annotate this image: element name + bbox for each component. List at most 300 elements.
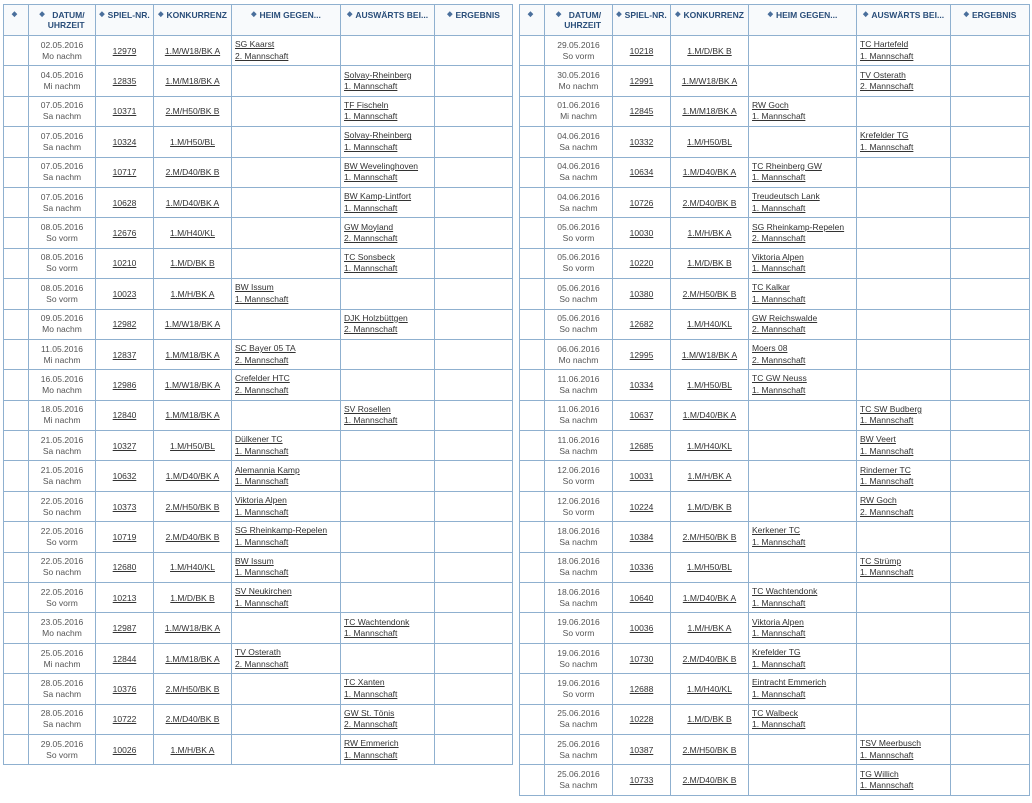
competition-link[interactable]: 2.M/D40/BK B	[682, 775, 737, 786]
away-opponent-team-link[interactable]: 1. Mannschaft	[344, 81, 398, 92]
away-opponent-club-link[interactable]: TG Willich	[860, 768, 899, 779]
away-opponent-club-link[interactable]: TSV Meerbusch	[860, 738, 921, 749]
home-opponent-team-link[interactable]: 1. Mannschaft	[752, 688, 806, 699]
match-number-link[interactable]: 10632	[112, 471, 137, 482]
match-number-link[interactable]: 10628	[112, 197, 137, 208]
match-time: Sa nachm	[559, 141, 598, 152]
home-opponent-team-link[interactable]: 1. Mannschaft	[235, 293, 289, 304]
match-time: Sa nachm	[42, 476, 82, 487]
away-opponent-cell	[341, 370, 435, 400]
home-opponent-team-link[interactable]: 1. Mannschaft	[752, 111, 806, 122]
match-number-cell	[613, 583, 671, 613]
home-opponent-team-link[interactable]: 1. Mannschaft	[235, 445, 289, 456]
away-opponent-club-link[interactable]: DJK Holzbüttgen	[344, 312, 408, 323]
column-header-heim[interactable]	[232, 5, 341, 36]
competition-link[interactable]: 2.M/H50/BK B	[682, 288, 737, 299]
match-number-link[interactable]: 10634	[629, 167, 654, 178]
home-opponent-club-link[interactable]: SC Bayer 05 TA	[235, 343, 296, 354]
date-cell	[545, 309, 613, 339]
match-number-link[interactable]: 12982	[112, 319, 137, 330]
competition-link[interactable]: 1.M/D40/BK A	[165, 471, 220, 482]
column-header-konkurrenz[interactable]	[671, 5, 749, 36]
competition-link[interactable]: 1.M/D/BK B	[170, 592, 215, 603]
row-marker-cell	[4, 309, 29, 339]
away-opponent-cell	[857, 96, 951, 126]
away-opponent-team-link[interactable]: 1. Mannschaft	[344, 688, 398, 699]
sort-icon: ◆	[862, 11, 869, 18]
home-opponent-club-link[interactable]: TC Walbeck	[752, 707, 798, 718]
sort-icon: ◆	[346, 11, 353, 18]
home-opponent-team-link[interactable]: 1. Mannschaft	[752, 263, 806, 274]
competition-cell	[671, 491, 749, 521]
match-date: 09.05.2016	[40, 313, 84, 324]
away-opponent-team-link[interactable]: 1. Mannschaft	[344, 415, 398, 426]
match-number-link[interactable]: 10030	[629, 228, 654, 239]
away-opponent-cell	[857, 431, 951, 461]
competition-link[interactable]: 1.M/D/BK B	[687, 714, 732, 725]
away-opponent-cell	[857, 583, 951, 613]
table-row	[520, 370, 1030, 400]
away-opponent-club-link[interactable]: TC SW Budberg	[860, 403, 922, 414]
home-opponent-cell	[749, 643, 857, 673]
match-number-cell	[613, 127, 671, 157]
competition-link[interactable]: 2.M/H50/BK B	[165, 683, 220, 694]
match-number-link[interactable]: 10387	[629, 744, 654, 755]
match-number-link[interactable]: 10023	[112, 288, 137, 299]
row-marker-cell	[520, 309, 545, 339]
home-opponent-club-link[interactable]: SV Neukirchen	[235, 586, 292, 597]
competition-link[interactable]: 2.M/H50/BK B	[682, 744, 737, 755]
competition-cell	[671, 309, 749, 339]
home-opponent-team-link[interactable]: 2. Mannschaft	[235, 658, 289, 669]
away-opponent-team-link[interactable]: 1. Mannschaft	[344, 111, 398, 122]
match-number-cell	[613, 491, 671, 521]
away-opponent-club-link[interactable]: Solvay-Rheinberg	[344, 69, 412, 80]
match-date: 29.05.2016	[40, 738, 84, 749]
home-opponent-cell	[232, 613, 341, 643]
column-header-ergebnis[interactable]	[951, 5, 1030, 36]
home-opponent-club-link[interactable]: Dülkener TC	[235, 434, 283, 445]
away-opponent-cell	[857, 643, 951, 673]
row-marker-cell	[520, 734, 545, 764]
match-number-cell	[96, 674, 154, 704]
home-opponent-club-link[interactable]: Crefelder HTC	[235, 373, 290, 384]
match-time: Sa nachm	[559, 567, 598, 578]
away-opponent-team-link[interactable]: 1. Mannschaft	[344, 628, 398, 639]
home-opponent-team-link[interactable]: 1. Mannschaft	[235, 476, 289, 487]
away-opponent-club-link[interactable]: TC Sonsbeck	[344, 251, 396, 262]
away-opponent-club-link[interactable]: RW Goch	[860, 495, 897, 506]
match-number-link[interactable]: 12680	[112, 562, 137, 573]
away-opponent-team-link[interactable]: 2. Mannschaft	[344, 324, 398, 335]
home-opponent-club-link[interactable]: TC GW Neuss	[752, 373, 807, 384]
competition-link[interactable]: 1.M/W18/BK A	[681, 349, 738, 360]
match-time: So nachm	[559, 658, 598, 669]
home-opponent-club-link[interactable]: RW Goch	[752, 99, 789, 110]
home-opponent-team-link[interactable]: 2. Mannschaft	[235, 384, 289, 395]
away-opponent-club-link[interactable]: Solvay-Rheinberg	[344, 130, 412, 141]
match-number-link[interactable]: 10031	[629, 471, 654, 482]
competition-link[interactable]: 1.M/H40/KL	[170, 562, 215, 573]
home-opponent-club-link[interactable]: Alemannia Kamp	[235, 464, 300, 475]
match-number-link[interactable]: 12995	[629, 349, 654, 360]
competition-link[interactable]: 1.M/D/BK B	[687, 501, 732, 512]
row-marker-cell	[520, 704, 545, 734]
competition-link[interactable]: 1.M/D/BK B	[170, 258, 215, 269]
home-opponent-club-link[interactable]: GW Reichswalde	[752, 312, 818, 323]
match-number-link[interactable]: 10730	[629, 653, 654, 664]
match-number-link[interactable]: 10640	[629, 592, 654, 603]
away-opponent-cell	[857, 187, 951, 217]
competition-link[interactable]: 1.M/D40/BK A	[682, 167, 737, 178]
home-opponent-cell	[749, 765, 857, 795]
home-opponent-team-link[interactable]: 1. Mannschaft	[752, 172, 806, 183]
match-number-link[interactable]: 12682	[629, 319, 654, 330]
home-opponent-team-link[interactable]: 1. Mannschaft	[752, 719, 806, 730]
away-opponent-club-link[interactable]: TC Strümp	[860, 555, 902, 566]
result-cell	[435, 187, 513, 217]
match-number-link[interactable]: 10332	[629, 136, 654, 147]
away-opponent-team-link[interactable]: 1. Mannschaft	[860, 445, 914, 456]
match-date: 29.05.2016	[557, 39, 600, 50]
home-opponent-team-link[interactable]: 1. Mannschaft	[235, 597, 289, 608]
match-number-link[interactable]: 10373	[112, 501, 137, 512]
match-number-link[interactable]: 10324	[112, 136, 137, 147]
away-opponent-team-link[interactable]: 1. Mannschaft	[860, 780, 914, 791]
date-cell	[29, 552, 96, 582]
home-opponent-team-link[interactable]: 1. Mannschaft	[235, 506, 289, 517]
competition-link[interactable]: 1.M/H50/BL	[687, 562, 732, 573]
match-time: So vorm	[562, 476, 595, 487]
away-opponent-team-link[interactable]: 2. Mannschaft	[860, 81, 914, 92]
match-number-link[interactable]: 10210	[112, 258, 137, 269]
home-opponent-club-link[interactable]: TC Rheinberg GW	[752, 160, 822, 171]
match-number-link[interactable]: 10218	[629, 45, 654, 56]
match-number-link[interactable]: 10228	[629, 714, 654, 725]
home-opponent-team-link[interactable]: 2. Mannschaft	[752, 354, 806, 365]
match-number-link[interactable]: 12844	[112, 653, 137, 664]
away-opponent-team-link[interactable]: 1. Mannschaft	[344, 141, 398, 152]
away-opponent-team-link[interactable]: 2. Mannschaft	[344, 233, 398, 244]
match-number-link[interactable]: 10380	[629, 288, 654, 299]
competition-link[interactable]: 2.M/H50/BK B	[165, 501, 220, 512]
result-cell	[951, 704, 1030, 734]
result-cell	[951, 461, 1030, 491]
row-marker-cell	[520, 157, 545, 187]
result-cell	[435, 643, 513, 673]
competition-cell	[671, 218, 749, 248]
match-time: So vorm	[562, 688, 595, 699]
column-header-auswaerts[interactable]	[857, 5, 951, 36]
match-number-cell	[96, 370, 154, 400]
home-opponent-club-link[interactable]: TC Kalkar	[752, 282, 790, 293]
competition-link[interactable]: 1.M/H/BK A	[687, 471, 732, 482]
away-opponent-cell	[857, 66, 951, 96]
competition-cell	[154, 643, 232, 673]
home-opponent-club-link[interactable]: TC Wachtendonk	[752, 586, 818, 597]
match-number-link[interactable]: 10220	[629, 258, 654, 269]
match-number-link[interactable]: 12987	[112, 623, 137, 634]
away-opponent-club-link[interactable]: TF Fischeln	[344, 99, 389, 110]
competition-link[interactable]: 1.M/W18/BK A	[164, 623, 221, 634]
home-opponent-club-link[interactable]: BW Issum	[235, 555, 274, 566]
result-cell	[951, 157, 1030, 187]
match-number-link[interactable]: 10717	[112, 167, 137, 178]
match-number-link[interactable]: 10719	[112, 531, 137, 542]
home-opponent-cell	[232, 704, 341, 734]
match-number-link[interactable]: 12688	[629, 683, 654, 694]
row-marker-cell	[4, 187, 29, 217]
match-number-link[interactable]: 10334	[629, 379, 654, 390]
sort-column-header[interactable]	[520, 5, 545, 36]
match-date: 25.05.2016	[40, 647, 84, 658]
away-opponent-cell	[341, 431, 435, 461]
home-opponent-club-link[interactable]: TV Osterath	[235, 647, 281, 657]
match-time: Mi nachm	[560, 111, 597, 122]
competition-link[interactable]: 1.M/H/BK A	[170, 288, 215, 299]
match-number-link[interactable]: 10371	[112, 106, 137, 117]
column-header-spiel-nr[interactable]	[96, 5, 154, 36]
match-time: Mo nachm	[42, 628, 82, 639]
competition-link[interactable]: 2.M/H50/BK B	[165, 106, 220, 117]
match-number-link[interactable]: 10026	[112, 744, 137, 755]
home-opponent-club-link[interactable]: Krefelder TG	[752, 647, 801, 657]
competition-link[interactable]: 1.M/W18/BK A	[164, 45, 221, 56]
match-number-link[interactable]: 10224	[629, 501, 654, 512]
home-opponent-club-link[interactable]: Kerkener TC	[752, 525, 801, 536]
home-opponent-team-link[interactable]: 1. Mannschaft	[752, 202, 806, 213]
away-opponent-club-link[interactable]: BW Veert	[860, 434, 896, 445]
date-cell	[545, 522, 613, 552]
away-opponent-club-link[interactable]: BW Wevelinghoven	[344, 160, 419, 171]
row-marker-cell	[520, 431, 545, 461]
column-header-datum[interactable]	[545, 5, 613, 36]
match-number-link[interactable]: 10722	[112, 714, 137, 725]
home-opponent-cell	[749, 339, 857, 369]
competition-cell	[154, 187, 232, 217]
result-cell	[435, 157, 513, 187]
home-opponent-team-link[interactable]: 1. Mannschaft	[235, 536, 289, 547]
match-number-cell	[613, 309, 671, 339]
away-opponent-team-link[interactable]: 1. Mannschaft	[344, 263, 398, 274]
column-header-heim[interactable]	[749, 5, 857, 36]
match-number-link[interactable]: 10336	[629, 562, 654, 573]
table-row	[520, 613, 1030, 643]
match-number-cell	[613, 248, 671, 278]
away-opponent-cell	[857, 248, 951, 278]
away-opponent-team-link[interactable]: 2. Mannschaft	[344, 719, 398, 730]
away-opponent-club-link[interactable]: RW Emmerich	[344, 738, 399, 749]
away-opponent-team-link[interactable]: 2. Mannschaft	[860, 506, 914, 517]
match-number-link[interactable]: 12835	[112, 76, 137, 87]
match-number-link[interactable]: 10726	[629, 197, 654, 208]
home-opponent-team-link[interactable]: 1. Mannschaft	[752, 658, 806, 669]
competition-link[interactable]: 2.M/D40/BK B	[165, 167, 220, 178]
row-marker-cell	[520, 613, 545, 643]
result-cell	[951, 674, 1030, 704]
home-opponent-club-link[interactable]: Eintracht Emmerich	[752, 677, 827, 688]
competition-link[interactable]: 2.M/D40/BK B	[682, 653, 737, 664]
match-time: Sa nachm	[559, 172, 598, 183]
away-opponent-club-link[interactable]: GW Moyland	[344, 221, 394, 232]
column-header-auswaerts[interactable]	[341, 5, 435, 36]
away-opponent-team-link[interactable]: 1. Mannschaft	[860, 567, 914, 578]
competition-link[interactable]: 1.M/M18/BK A	[165, 76, 220, 87]
away-opponent-club-link[interactable]: BW Kamp-Lintfort	[344, 191, 412, 202]
competition-link[interactable]: 1.M/H40/KL	[687, 440, 732, 451]
home-opponent-team-link[interactable]: 1. Mannschaft	[752, 384, 806, 395]
match-number-link[interactable]: 12991	[629, 76, 654, 87]
away-opponent-club-link[interactable]: TC Xanten	[344, 677, 385, 688]
competition-link[interactable]: 1.M/H50/BL	[170, 440, 215, 451]
match-number-cell	[613, 674, 671, 704]
competition-link[interactable]: 1.M/D40/BK A	[682, 592, 737, 603]
competition-link[interactable]: 1.M/H/BK A	[170, 744, 215, 755]
match-time: So nachm	[559, 293, 598, 304]
away-opponent-club-link[interactable]: TC Hartefeld	[860, 39, 909, 50]
away-opponent-cell	[857, 279, 951, 309]
home-opponent-team-link[interactable]: 2. Mannschaft	[752, 324, 806, 335]
column-header-label: DATUM/ UHRZEIT	[47, 10, 85, 30]
home-opponent-club-link[interactable]: Viktoria Alpen	[235, 495, 287, 506]
row-marker-cell	[4, 431, 29, 461]
away-opponent-club-link[interactable]: TV Osterath	[860, 69, 906, 80]
away-opponent-club-link[interactable]: Krefelder TG	[860, 130, 909, 141]
competition-link[interactable]: 1.M/W18/BK A	[164, 319, 221, 330]
home-opponent-team-link[interactable]: 2. Mannschaft	[235, 354, 289, 365]
sort-column-header[interactable]	[4, 5, 29, 36]
away-opponent-cell	[857, 552, 951, 582]
away-opponent-team-link[interactable]: 1. Mannschaft	[860, 141, 914, 152]
competition-link[interactable]: 1.M/H40/KL	[170, 228, 215, 239]
match-number-cell	[96, 127, 154, 157]
column-header-ergebnis[interactable]	[435, 5, 513, 36]
match-number-link[interactable]: 12845	[629, 106, 654, 117]
match-date: 22.05.2016	[40, 525, 84, 536]
home-opponent-club-link[interactable]: SG Rheinkamp-Repelen	[752, 221, 845, 232]
competition-link[interactable]: 1.M/D40/BK A	[682, 410, 737, 421]
match-number-link[interactable]: 12837	[112, 349, 137, 360]
home-opponent-team-link[interactable]: 1. Mannschaft	[752, 536, 806, 547]
away-opponent-cell	[857, 461, 951, 491]
competition-link[interactable]: 1.M/M18/BK A	[165, 653, 220, 664]
competition-link[interactable]: 1.M/H40/KL	[687, 319, 732, 330]
match-number-link[interactable]: 10384	[629, 531, 654, 542]
competition-link[interactable]: 1.M/D40/BK A	[165, 197, 220, 208]
away-opponent-club-link[interactable]: SV Rosellen	[344, 403, 391, 414]
match-number-link[interactable]: 12676	[112, 228, 137, 239]
competition-link[interactable]: 2.M/D40/BK B	[682, 197, 737, 208]
home-opponent-team-link[interactable]: 1. Mannschaft	[752, 597, 806, 608]
match-date: 25.06.2016	[557, 708, 600, 719]
column-header-spiel-nr[interactable]	[613, 5, 671, 36]
home-opponent-team-link[interactable]: 2. Mannschaft	[235, 50, 289, 61]
competition-link[interactable]: 2.M/H50/BK B	[682, 531, 737, 542]
table-row	[4, 339, 513, 369]
match-time: Mo nachm	[558, 354, 599, 365]
competition-cell	[154, 522, 232, 552]
competition-link[interactable]: 1.M/H50/BL	[687, 136, 732, 147]
home-opponent-club-link[interactable]: SG Kaarst	[235, 39, 275, 50]
away-opponent-team-link[interactable]: 1. Mannschaft	[860, 476, 914, 487]
match-number-link[interactable]: 10213	[112, 592, 137, 603]
away-opponent-team-link[interactable]: 1. Mannschaft	[860, 749, 914, 760]
competition-link[interactable]: 1.M/M18/BK A	[682, 106, 737, 117]
match-time: So vorm	[46, 749, 78, 760]
competition-link[interactable]: 1.M/H50/BL	[170, 136, 215, 147]
match-number-link[interactable]: 12685	[629, 440, 654, 451]
home-opponent-club-link[interactable]: Viktoria Alpen	[752, 616, 804, 627]
row-marker-cell	[4, 704, 29, 734]
away-opponent-team-link[interactable]: 1. Mannschaft	[344, 749, 398, 760]
competition-link[interactable]: 1.M/W18/BK A	[681, 76, 738, 87]
home-opponent-cell	[232, 279, 341, 309]
away-opponent-team-link[interactable]: 1. Mannschaft	[860, 415, 914, 426]
away-opponent-club-link[interactable]: TC Wachtendonk	[344, 616, 410, 627]
column-header-konkurrenz[interactable]	[154, 5, 232, 36]
competition-link[interactable]: 1.M/M18/BK A	[165, 349, 220, 360]
table-row	[520, 127, 1030, 157]
home-opponent-club-link[interactable]: Treudeutsch Lank	[752, 191, 820, 202]
home-opponent-team-link[interactable]: 2. Mannschaft	[752, 233, 806, 244]
home-opponent-club-link[interactable]: BW Issum	[235, 282, 274, 293]
home-opponent-club-link[interactable]: Moers 08	[752, 343, 788, 354]
away-opponent-team-link[interactable]: 1. Mannschaft	[344, 202, 398, 213]
table-row	[4, 36, 513, 66]
match-number-link[interactable]: 12979	[112, 45, 137, 56]
competition-link[interactable]: 1.M/D/BK B	[687, 258, 732, 269]
competition-link[interactable]: 1.M/W18/BK A	[164, 379, 221, 390]
competition-link[interactable]: 1.M/H/BK A	[687, 623, 732, 634]
match-number-link[interactable]: 10327	[112, 440, 137, 451]
competition-link[interactable]: 2.M/D40/BK B	[165, 531, 220, 542]
match-number-link[interactable]: 10036	[629, 623, 654, 634]
match-number-link[interactable]: 10637	[629, 410, 654, 421]
competition-cell	[154, 157, 232, 187]
away-opponent-team-link[interactable]: 1. Mannschaft	[344, 172, 398, 183]
away-opponent-club-link[interactable]: GW St. Tönis	[344, 707, 395, 718]
competition-cell	[671, 96, 749, 126]
column-header-datum[interactable]	[29, 5, 96, 36]
result-cell	[951, 613, 1030, 643]
match-time: So vorm	[46, 263, 78, 274]
sort-icon: ◆	[251, 11, 257, 18]
away-opponent-team-link[interactable]: 1. Mannschaft	[860, 50, 914, 61]
home-opponent-club-link[interactable]: SG Rheinkamp-Repelen	[235, 525, 328, 536]
competition-link[interactable]: 1.M/M18/BK A	[165, 410, 220, 421]
match-number-link[interactable]: 10376	[112, 683, 137, 694]
match-number-link[interactable]: 12986	[112, 379, 137, 390]
away-opponent-club-link[interactable]: Rinderner TC	[860, 464, 911, 475]
table-row	[520, 734, 1030, 764]
result-cell	[435, 279, 513, 309]
competition-link[interactable]: 2.M/D40/BK B	[165, 714, 220, 725]
away-opponent-cell	[341, 66, 435, 96]
match-number-link[interactable]: 12840	[112, 410, 137, 421]
competition-link[interactable]: 1.M/H/BK A	[687, 228, 732, 239]
home-opponent-team-link[interactable]: 1. Mannschaft	[752, 628, 806, 639]
home-opponent-team-link[interactable]: 1. Mannschaft	[235, 567, 289, 578]
home-opponent-cell	[749, 431, 857, 461]
table-body-left	[4, 36, 513, 765]
match-number-link[interactable]: 10733	[629, 775, 654, 786]
home-opponent-team-link[interactable]: 1. Mannschaft	[752, 293, 806, 304]
date-cell	[545, 734, 613, 764]
competition-link[interactable]: 1.M/H40/KL	[687, 683, 732, 694]
competition-link[interactable]: 1.M/D/BK B	[687, 45, 732, 56]
home-opponent-club-link[interactable]: Viktoria Alpen	[752, 251, 804, 262]
competition-link[interactable]: 1.M/H50/BL	[687, 379, 732, 390]
